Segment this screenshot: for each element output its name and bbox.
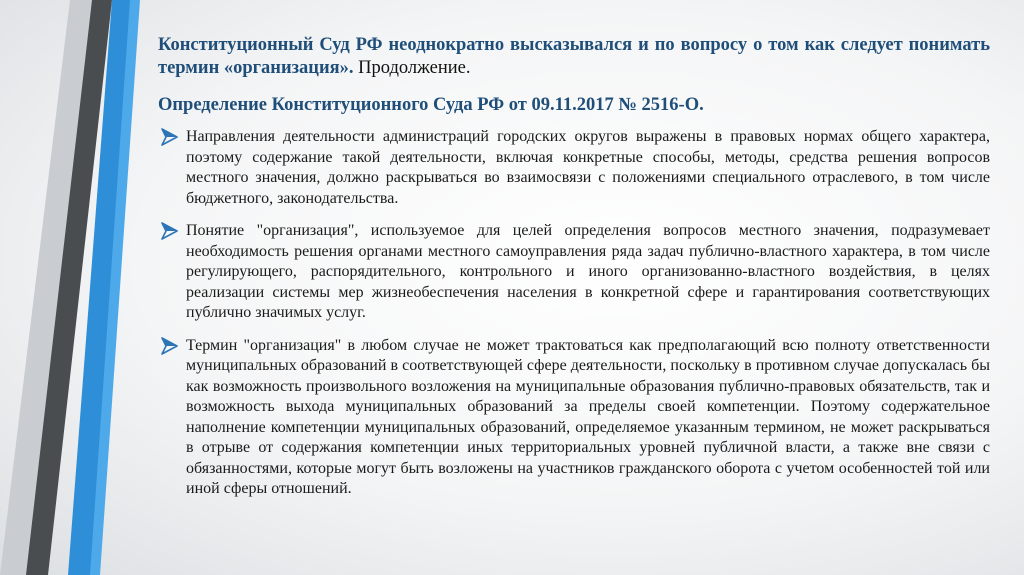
chevron-arrow-icon [160, 128, 178, 146]
bullet-list [158, 127, 990, 500]
bullet-text: Понятие "организация", используемое для целей определения вопросов местного значения, подразумевает необходимость решения органами местного самоуправления ряда задач публично-властного характера, в том числе регулирующего, распорядительного, контрольного и иного организованно-властного воздействия, в целях реализации системы мер жизнеобеспечения населения в конкретной сфере и гарантирования соответствующих публично значимых услуг. [186, 222, 990, 321]
chevron-arrow-icon [160, 337, 178, 355]
list-item [158, 221, 990, 324]
heading-bold-text: Конституционный Суд РФ неоднократно высказывался и по вопросу о том как следует понимать термин «организация». [158, 35, 990, 78]
heading-continuation-text: Продолжение. [353, 58, 471, 78]
chevron-arrow-icon [160, 222, 178, 240]
list-item [158, 127, 990, 209]
court-ruling-reference: Определение Конституционного Суда РФ от 09.11.2017 № 2516-О. [158, 95, 704, 115]
slide-content [158, 34, 990, 512]
bullet-text: Термин "организация" в любом случае не может трактоваться как предполагающий всю полноту ответственности муниципальных образований в соответствующей сфере деятельности, поскольку в противном случае допускалась бы как возможность произвольного возложения на муниципальные образования публично-правовых обязательств, так и возможность выхода муниципальных образований за пределы своей компетенции. Поэтому содержательное наполнение компетенции муниципальных образований, определяемое указанным термином, не может раскрываться в отрыве от содержания компетенции иных территориальных уровней публичной власти, а также вне связи с обязанностями, которые могут быть возложены на участников гражданского оборота с учетом особенностей той или иной сферы отношений. [186, 336, 990, 497]
bullet-text: Направления деятельности администраций городских округов выражены в правовых нормах общего характера, поэтому содержание такой деятельности, включая конкретные способы, методы, средства решения вопросов местного значения, должно раскрываться во взаимосвязи с положениями специального отраслевого, в том числе бюджетного, законодательства. [186, 128, 990, 207]
slide-heading [158, 34, 990, 80]
list-item [158, 336, 990, 500]
